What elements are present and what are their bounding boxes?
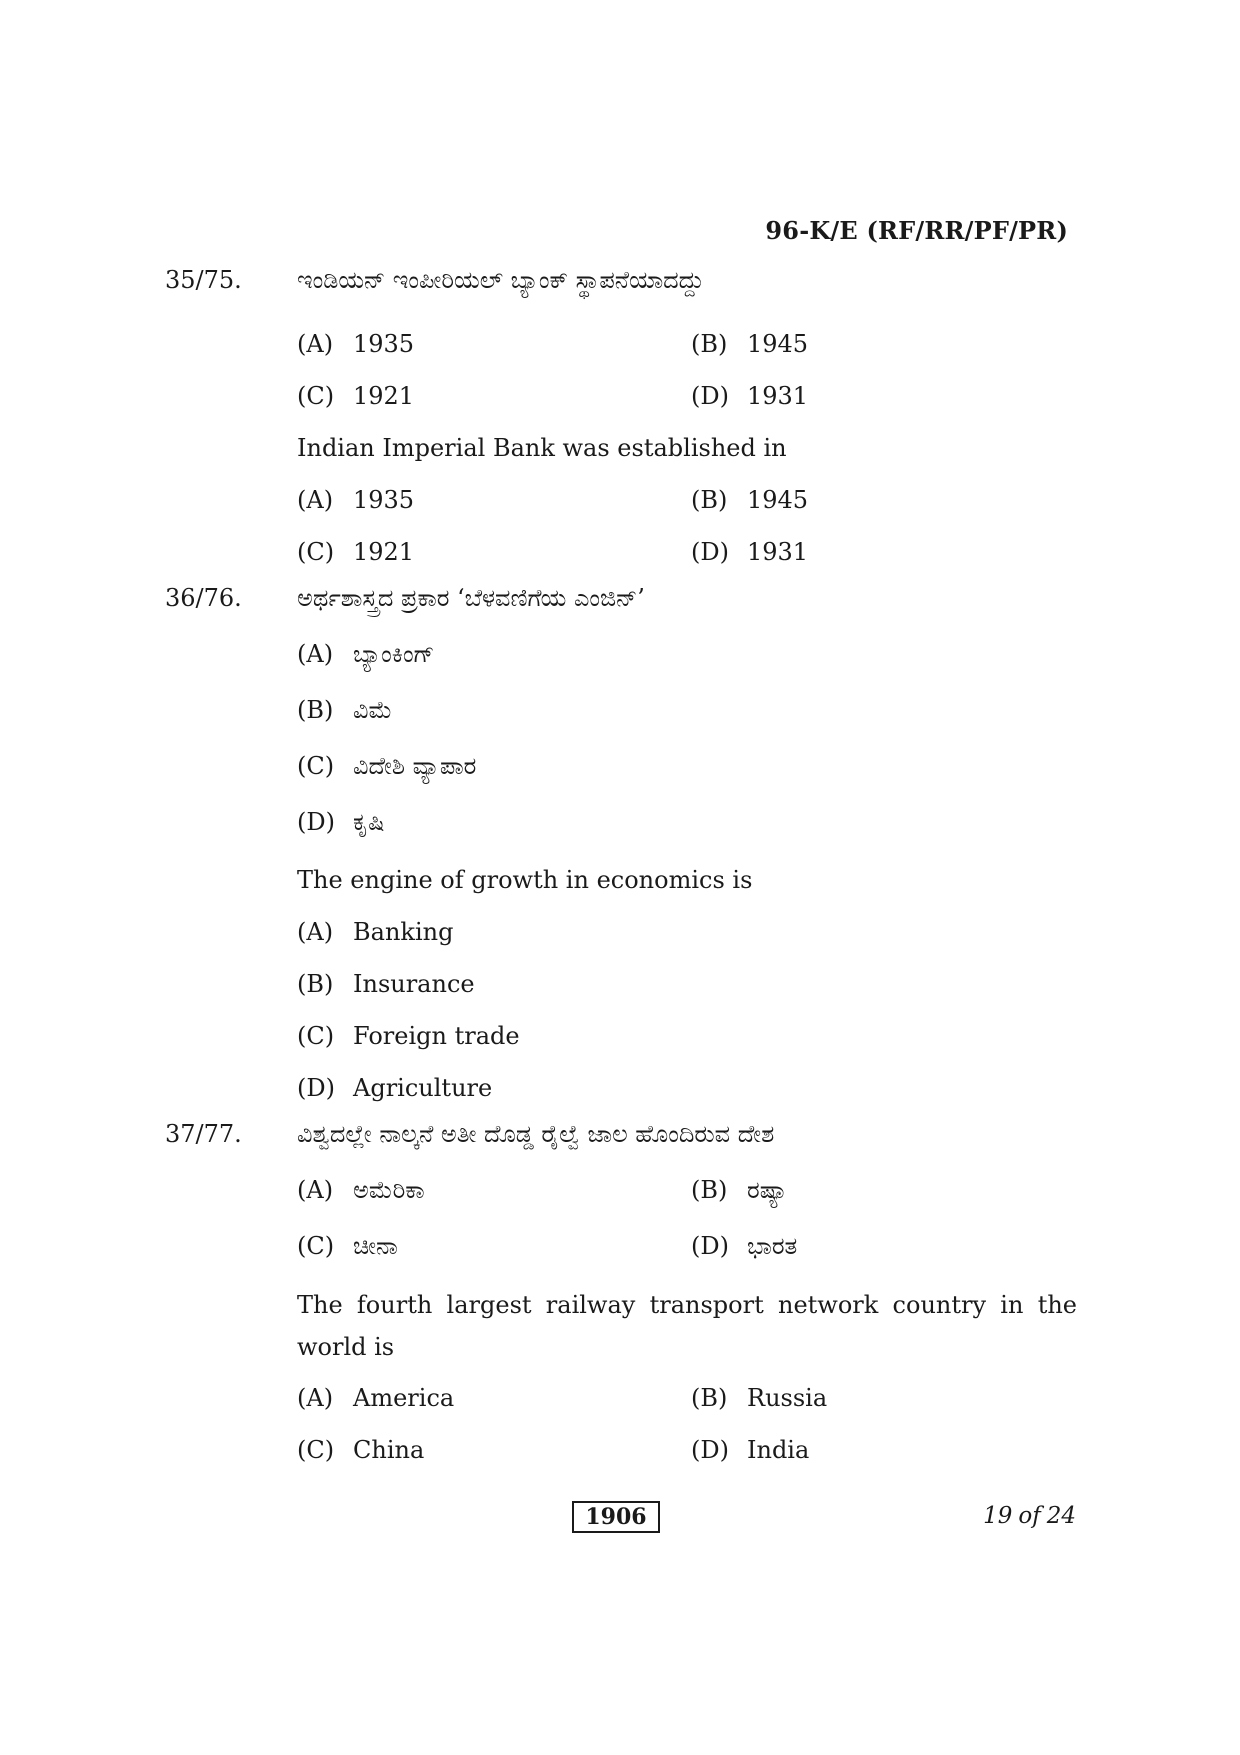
option-text: 1931 xyxy=(747,382,809,410)
option-text: China xyxy=(353,1436,425,1464)
option-text: 1921 xyxy=(353,382,415,410)
option-label: (A) xyxy=(297,1384,334,1412)
question-text-english: The engine of growth in economics is xyxy=(297,866,753,894)
option-label: (D) xyxy=(691,1436,729,1464)
option-text: ಕೃಷಿ xyxy=(353,808,385,836)
option-d xyxy=(691,1436,809,1464)
option-label: (D) xyxy=(691,382,729,410)
option-text: 1935 xyxy=(353,486,415,514)
option-label: (B) xyxy=(691,330,728,358)
option-text: Banking xyxy=(353,918,454,946)
option-text: Foreign trade xyxy=(353,1022,520,1050)
page-current: 19 xyxy=(983,1503,1013,1529)
option-text: 1931 xyxy=(747,538,809,566)
option-label: (B) xyxy=(691,1176,728,1204)
option-c xyxy=(297,752,476,780)
option-text: ಬ್ಯಾಂಕಿಂಗ್ xyxy=(353,640,435,668)
option-a xyxy=(297,486,414,514)
option-label: (B) xyxy=(297,696,334,724)
option-text: India xyxy=(747,1436,810,1464)
option-d xyxy=(297,808,384,836)
option-b xyxy=(691,330,808,358)
option-a xyxy=(297,330,414,358)
option-label: (C) xyxy=(297,1232,335,1260)
option-b xyxy=(691,1176,788,1204)
question-text-kannada: ಅರ್ಥಶಾಸ್ತ್ರದ ಪ್ರಕಾರ ‘ಬೆಳವಣಿಗೆಯ ಎಂಜಿನ್’ xyxy=(297,584,645,612)
option-label: (C) xyxy=(297,382,335,410)
option-label: (C) xyxy=(297,1022,335,1050)
option-text: Russia xyxy=(747,1384,828,1412)
option-text: 1921 xyxy=(353,538,415,566)
option-label: (B) xyxy=(691,486,728,514)
option-text: ವಿಮೆ xyxy=(353,696,393,724)
option-a xyxy=(297,1176,425,1204)
page-total: 24 xyxy=(1046,1503,1076,1529)
option-text: 1945 xyxy=(747,330,809,358)
option-label: (D) xyxy=(691,1232,729,1260)
option-text: America xyxy=(353,1384,455,1412)
option-c xyxy=(297,1022,520,1050)
option-d xyxy=(297,1074,492,1102)
option-label: (A) xyxy=(297,330,334,358)
option-label: (C) xyxy=(297,538,335,566)
option-label: (A) xyxy=(297,640,334,668)
option-text: Agriculture xyxy=(353,1074,493,1102)
option-text: ಚೀನಾ xyxy=(353,1232,398,1260)
option-c xyxy=(297,382,414,410)
option-d xyxy=(691,538,808,566)
question-text-kannada: ಇಂಡಿಯನ್ ಇಂಪೀರಿಯಲ್ ಬ್ಯಾಂಕ್ ಸ್ಥಾಪನೆಯಾದದ್ದು xyxy=(297,266,705,294)
paper-code: 96-K/E (RF/RR/PF/PR) xyxy=(765,216,1068,245)
option-text: 1935 xyxy=(353,330,415,358)
question-text-kannada: ವಿಶ್ವದಲ್ಲೇ ನಾಲ್ಕನೆ ಅತೀ ದೊಡ್ಡ ರೈಲ್ವೆ ಜಾಲ ಹೊಂದಿರುವ ದೇಶ xyxy=(297,1120,775,1148)
option-c xyxy=(297,1436,424,1464)
option-text: ವಿದೇಶಿ ವ್ಯಾಪಾರ xyxy=(353,752,477,780)
question-text-english: Indian Imperial Bank was established in xyxy=(297,434,787,462)
option-label: (D) xyxy=(297,808,335,836)
option-b xyxy=(691,486,808,514)
option-label: (A) xyxy=(297,918,334,946)
question-number: 35/75. xyxy=(165,266,242,294)
option-text: 1945 xyxy=(747,486,809,514)
option-b xyxy=(691,1384,827,1412)
option-d xyxy=(691,1232,797,1260)
option-c xyxy=(297,1232,398,1260)
option-a xyxy=(297,1384,454,1412)
option-a xyxy=(297,640,434,668)
option-label: (C) xyxy=(297,752,335,780)
page-of: of xyxy=(1018,1503,1041,1529)
option-b xyxy=(297,696,392,724)
option-label: (D) xyxy=(691,538,729,566)
option-b xyxy=(297,970,475,998)
option-label: (A) xyxy=(297,486,334,514)
question-number: 36/76. xyxy=(165,584,242,612)
option-label: (B) xyxy=(691,1384,728,1412)
option-label: (B) xyxy=(297,970,334,998)
option-label: (C) xyxy=(297,1436,335,1464)
option-c xyxy=(297,538,414,566)
page-number xyxy=(977,1503,1076,1529)
option-a xyxy=(297,918,453,946)
option-d xyxy=(691,382,808,410)
question-number: 37/77. xyxy=(165,1120,242,1148)
option-text: ಅಮೆರಿಕಾ xyxy=(353,1176,425,1204)
question-text-english: The fourth largest railway transport network country in the world is xyxy=(297,1291,1077,1361)
option-label: (D) xyxy=(297,1074,335,1102)
option-text: Insurance xyxy=(353,970,475,998)
booklet-code-box: 1906 xyxy=(572,1501,660,1533)
option-label: (A) xyxy=(297,1176,334,1204)
option-text: ಭಾರತ xyxy=(747,1232,798,1260)
option-text: ರಷ್ಯಾ xyxy=(747,1176,788,1204)
